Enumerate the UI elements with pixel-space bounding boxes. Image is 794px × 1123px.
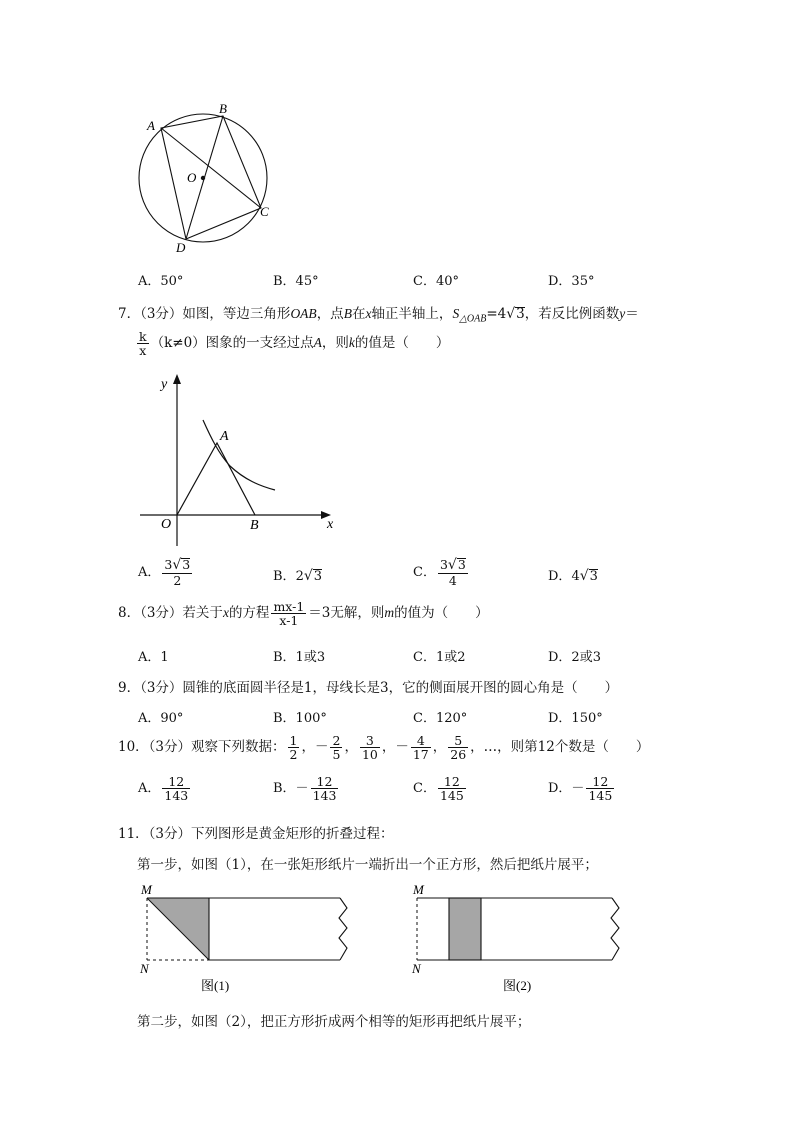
q7-s: S xyxy=(452,306,460,321)
q7-opt-b-label: B． xyxy=(273,569,296,584)
q7-text: （k≠0）图象的一支经过点 xyxy=(150,335,314,352)
q10-text: ，…，则第12个数是（ ） xyxy=(470,739,650,756)
q10-fraction-2: $\frac{2}{5}$ xyxy=(332,733,341,763)
q6-option-b: B．45° xyxy=(273,274,319,289)
q7-s-sub: △OAB xyxy=(459,313,487,325)
q8-option-a: A．1 xyxy=(138,650,169,665)
label-N: N xyxy=(412,961,421,976)
label-B: B xyxy=(250,518,259,533)
torn-edge xyxy=(611,898,619,960)
q8-text: 8．（3分）若关于 xyxy=(118,605,223,622)
q10-option-d: D．－ $\frac{12}{145}$ xyxy=(548,774,613,804)
q10-option-c: C． $\frac{12}{145}$ xyxy=(413,774,464,804)
label-M: M xyxy=(413,882,424,897)
q8-frac-den: x-1 xyxy=(279,613,299,629)
q7-opt-b-rad: 3 xyxy=(313,569,323,584)
q6-circle-figure xyxy=(130,98,290,258)
q10-sep: ， xyxy=(344,739,358,756)
q7-frac-den: x xyxy=(139,343,147,359)
q7-text: 在 xyxy=(351,306,366,322)
q7-option-b: B．2√3 xyxy=(273,568,323,584)
label-A: A xyxy=(147,118,155,133)
quadrilateral-abcd xyxy=(161,116,261,239)
q7-option-c: C． $\frac{3√3}{4}$ xyxy=(413,557,466,588)
q8-option-d: D．2或3 xyxy=(548,650,601,665)
q7-stem-line1: 7．（3分）如图，等边三角形OAB，点B在x轴正半轴上，$S_{\triangle OAB}=4√3$，若反比例函数y＝ xyxy=(118,306,639,325)
q7-opt-c-den: 4 xyxy=(448,572,457,588)
q7-b: B xyxy=(343,306,352,321)
q7-opt-c-label: C． xyxy=(413,564,436,580)
label-O: O xyxy=(187,170,197,185)
q7-text: ，若反比例函数 xyxy=(524,306,620,322)
q7-text: 7．（3分）如图，等边三角形 xyxy=(118,306,291,322)
q6-option-a: A．50° xyxy=(138,274,184,289)
shaded-half-rectangle xyxy=(449,898,481,960)
q8-text: 的方程 xyxy=(228,605,270,622)
y-axis-arrow xyxy=(173,374,181,384)
q9-stem: 9．（3分）圆锥的底面圆半径是1，母线长是3，它的侧面展开图的圆心角是（ ） xyxy=(118,680,619,696)
q9-option-c: C．120° xyxy=(413,711,468,726)
q8-x: x xyxy=(222,605,229,621)
q10-sep: ， xyxy=(432,739,447,756)
hyperbola-curve xyxy=(203,420,275,490)
q7-graph-figure xyxy=(135,368,350,548)
label-M: M xyxy=(141,882,152,897)
q10-sep: ，－ xyxy=(381,739,409,756)
q8-option-c: C．1或2 xyxy=(413,650,466,665)
q7-equals: ＝ xyxy=(625,306,639,322)
q8-stem xyxy=(118,600,489,627)
q7-opt-d-rad: 3 xyxy=(589,569,598,584)
q6-option-d: D．35° xyxy=(548,274,595,289)
q7-opt-b-coef: 2 xyxy=(295,569,304,584)
q7-y: y xyxy=(619,306,626,321)
q7-fraction xyxy=(137,330,149,357)
q7-frac-num: k xyxy=(139,329,147,344)
q11-figure-1 xyxy=(135,880,365,1000)
q11-figure-2 xyxy=(405,880,635,1000)
q11-step1: 第一步，如图（1），在一张矩形纸片一端折出一个正方形，然后把纸片展平； xyxy=(137,857,598,873)
label-D: D xyxy=(176,240,186,255)
q10-fraction-5: $\frac{5}{26}$ xyxy=(450,733,467,763)
label-O: O xyxy=(161,517,172,532)
q8-text: 的值为（ ） xyxy=(394,605,489,622)
q10-fraction-1: $\frac{1}{2}$ xyxy=(289,733,298,763)
q10-option-b: B．－ $\frac{12}{143}$ xyxy=(273,774,337,804)
q7-k: k xyxy=(348,335,355,351)
q7-option-d: D．4√3 xyxy=(548,568,598,584)
q10-text: 10．（3分）观察下列数据： xyxy=(118,739,286,756)
q7-opt-c-rad: 3 xyxy=(457,557,466,572)
q7-option-a: A． $\frac{3√3}{2}$ xyxy=(138,557,191,588)
q6-option-c: C．40° xyxy=(413,274,459,289)
q10-stem xyxy=(118,734,649,761)
q10-fraction-4: $\frac{4}{17}$ xyxy=(412,733,429,763)
q7-opt-a-rad: 3 xyxy=(182,557,191,572)
q10-sep: ，－ xyxy=(301,739,329,756)
q10-option-a: A． $\frac{12}{143}$ xyxy=(138,774,189,804)
label-x: x xyxy=(327,517,334,532)
q7-eq: =4 xyxy=(486,306,507,322)
q7-opt-a-den: 2 xyxy=(173,572,182,588)
q11-step2: 第二步，如图（2），把正方形折成两个相等的矩形再把纸片展平； xyxy=(137,1014,531,1030)
label-B: B xyxy=(219,101,227,116)
label-y: y xyxy=(161,377,168,392)
q8-text: ＝3无解，则 xyxy=(308,605,385,622)
q7-opt-d-label: D． xyxy=(548,569,572,584)
q7-sqrt: 3 xyxy=(516,306,525,322)
q11-stem: 11．（3分）下列图形是黄金矩形的折叠过程： xyxy=(118,826,394,842)
q10-fraction-3: $\frac{3}{10}$ xyxy=(361,733,378,763)
q7-x: x xyxy=(365,306,372,321)
q7-stem-line2 xyxy=(135,330,449,357)
label-C: C xyxy=(260,204,269,219)
q8-m: m xyxy=(384,605,395,621)
q9-option-b: B．100° xyxy=(273,711,327,726)
caption-fig2: 图(2) xyxy=(503,978,532,993)
caption-fig1: 图(1) xyxy=(201,978,230,993)
q7-opt-d-coef: 4 xyxy=(571,569,580,584)
q7-text: 的值是（ ） xyxy=(354,335,450,352)
q8-frac-num: mx-1 xyxy=(273,599,305,614)
q7-opt-c-coef: 3 xyxy=(439,557,448,572)
q7-text: ，点 xyxy=(316,306,344,322)
triangle-oab xyxy=(177,443,255,515)
q8-fraction xyxy=(271,600,306,627)
torn-edge xyxy=(339,898,347,960)
q7-text: ，则 xyxy=(321,335,349,352)
q7-opt-a-coef: 3 xyxy=(164,557,173,572)
label-N: N xyxy=(140,961,149,976)
q8-option-b: B．1或3 xyxy=(273,650,326,665)
q9-option-a: A．90° xyxy=(138,711,184,726)
q7-a: A xyxy=(313,335,322,351)
q7-oab: OAB xyxy=(290,306,317,321)
q7-opt-a-label: A． xyxy=(138,564,161,580)
q7-text: 轴正半轴上， xyxy=(371,306,453,322)
label-A: A xyxy=(220,429,229,444)
q9-option-d: D．150° xyxy=(548,711,603,726)
center-dot xyxy=(201,176,205,180)
